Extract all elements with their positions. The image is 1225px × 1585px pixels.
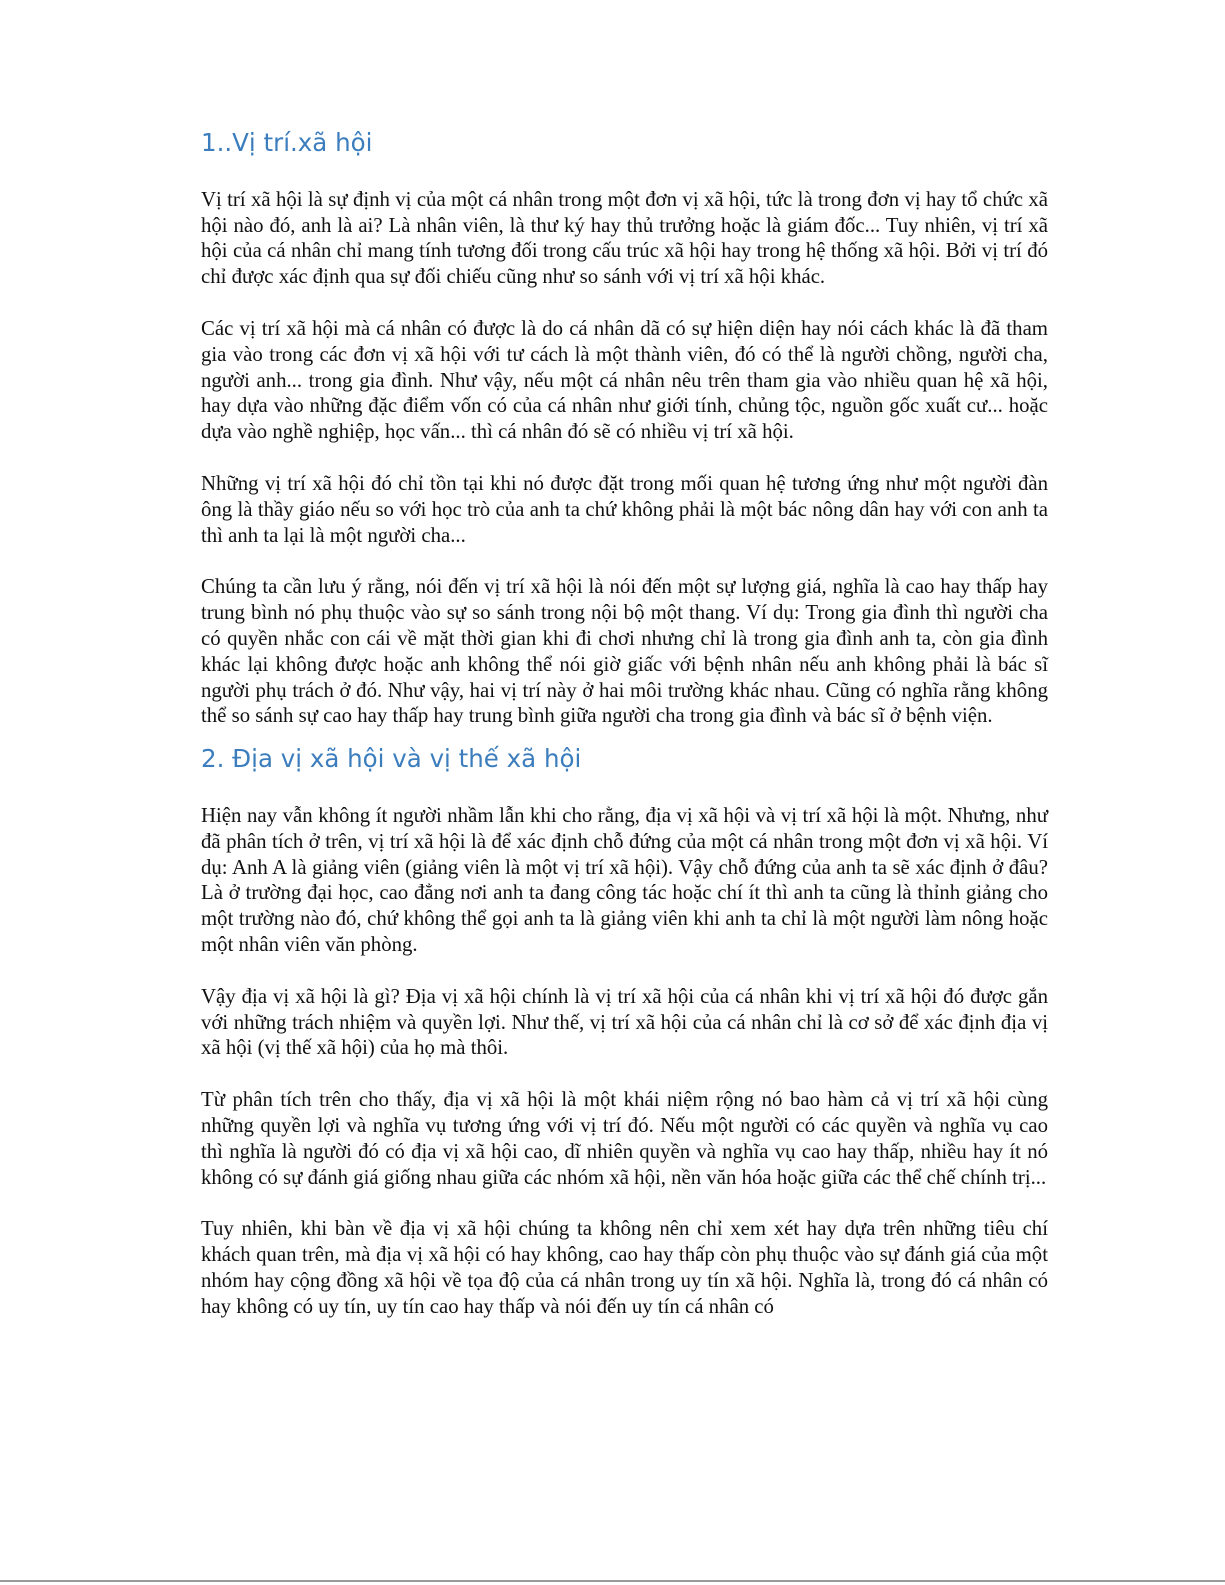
page-bottom-divider: [0, 1580, 1225, 1582]
section-2-paragraph-1: Hiện nay vẫn không ít người nhầm lẫn khi cho rằng, địa vị xã hội và vị trí xã hội là một. Nhưng, như đã phân tích ở trên, vị trí xã hội là để xác định chỗ đứng của một cá nhân trong một đơn vị xã hội. Ví dụ: Anh A là giảng viên (giảng viên là một vị trí xã hội). Vậy chỗ đứng của anh ta sẽ xác định ở đâu? Là ở trường đại học, cao đẳng nơi anh ta đang công tác hoặc chí ít thì anh ta cũng là thỉnh giảng cho một trường nào đó, chứ không thể gọi anh ta là giảng viên khi anh ta chỉ là một người làm nông hoặc một nhân viên văn phòng.: [201, 804, 1048, 957]
section-1-paragraph-4: Chúng ta cần lưu ý rằng, nói đến vị trí xã hội là nói đến một sự lượng giá, nghĩa là cao hay thấp hay trung bình nó phụ thuộc vào sự so sánh trong nội bộ một thang. Ví dụ: Trong gia đình thì người cha có quyền nhắc con cái về mặt thời gian khi đi chơi nhưng chỉ là trong gia đình anh ta, còn gia đình khác lại không được hoặc anh không thể nói giờ giấc với bệnh nhân nếu anh không phải là bác sĩ người phụ trách ở đó. Như vậy, hai vị trí này ở hai môi trường khác nhau. Cũng có nghĩa rằng không thể so sánh sự cao hay thấp hay trung bình giữa người cha trong gia đình và bác sĩ ở bệnh viện.: [201, 575, 1048, 728]
section-2-paragraph-4: Tuy nhiên, khi bàn về địa vị xã hội chúng ta không nên chỉ xem xét hay dựa trên những tiêu chí khách quan trên, mà địa vị xã hội có hay không, cao hay thấp còn phụ thuộc vào sự đánh giá của một nhóm hay cộng đồng xã hội về tọa độ của cá nhân trong uy tín xã hội. Nghĩa là, trong đó cá nhân có hay không có uy tín, uy tín cao hay thấp và nói đến uy tín cá nhân có: [201, 1217, 1048, 1318]
section-2-paragraph-3: Từ phân tích trên cho thấy, địa vị xã hội là một khái niệm rộng nó bao hàm cả vị trí xã hội cùng những quyền lợi và nghĩa vụ tương ứng với vị trí đó. Nếu một người có các quyền và nghĩa vụ cao thì nghĩa là người đó có địa vị xã hội cao, dĩ nhiên quyền và nghĩa vụ cao hay thấp, nhiều hay ít nó không có sự đánh giá giống nhau giữa các nhóm xã hội, nền văn hóa hoặc giữa các thể chế chính trị...: [201, 1088, 1048, 1189]
section-2-heading: 2. Địa vị xã hội và vị thế xã hội: [201, 744, 582, 774]
section-2-paragraph-2: Vậy địa vị xã hội là gì? Địa vị xã hội chính là vị trí xã hội của cá nhân khi vị trí xã hội đó được gắn với những trách nhiệm và quyền lợi. Như thế, vị trí xã hội của cá nhân chỉ là cơ sở để xác định địa vị xã hội (vị thế xã hội) của họ mà thôi.: [201, 984, 1048, 1060]
section-1-heading: 1..Vị trí.xã hội: [201, 128, 373, 157]
section-1-paragraph-2: Các vị trí xã hội mà cá nhân có được là do cá nhân dã có sự hiện diện hay nói cách khác là đã tham gia vào trong các đơn vị xã hội với tư cách là một thành viên, đó có thể là người chồng, người cha, người anh... trong gia đình. Như vậy, nếu một cá nhân nêu trên tham gia vào nhiều quan hệ xã hội, hay dựa vào những đặc điểm vốn có của cá nhân như giới tính, chủng tộc, nguồn gốc xuất cư... hoặc dựa vào nghề nghiệp, học vấn... thì cá nhân đó sẽ có nhiều vị trí xã hội.: [201, 317, 1048, 444]
document-body: [201, 127, 1048, 1320]
section-1-paragraph-3: Những vị trí xã hội đó chỉ tồn tại khi nó được đặt trong mối quan hệ tương ứng như một người đàn ông là thầy giáo nếu so với học trò của anh ta chứ không phải là một bác nông dân hay với con anh ta thì anh ta lại là một người cha...: [201, 472, 1048, 547]
section-1-paragraph-1: Vị trí xã hội là sự định vị của một cá nhân trong một đơn vị xã hội, tức là trong đơn vị hay tổ chức xã hội nào đó, anh là ai? Là nhân viên, là thư ký hay thủ trưởng hoặc là giám đốc... Tuy nhiên, vị trí xã hội của cá nhân chỉ mang tính tương đối trong cấu trúc xã hội hay trong hệ thống xã hội. Bởi vị trí đó chỉ được xác định qua sự đối chiếu cũng như so sánh với vị trí xã hội khác.: [201, 187, 1048, 289]
